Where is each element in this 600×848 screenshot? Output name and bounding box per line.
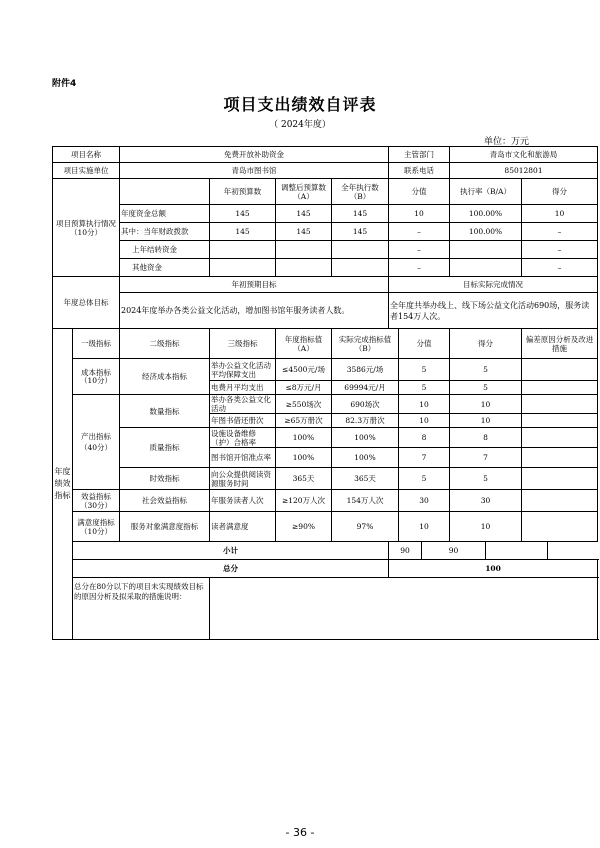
score-cell: 5 — [399, 359, 450, 381]
score-cell: 7 — [399, 448, 450, 468]
target-cell: ≤8万元/月 — [276, 381, 332, 395]
goals-planned-header: 年初预期目标 — [120, 277, 389, 293]
score-cell: 8 — [399, 428, 450, 448]
got-cell: 10 — [450, 512, 522, 542]
attachment-label: 附件4 — [52, 79, 77, 89]
budget-cell: 145 — [332, 223, 389, 241]
budget-row-label: 上年结转资金 — [120, 241, 210, 259]
h-score: 分值 — [399, 329, 450, 359]
reason-cell — [522, 448, 598, 468]
budget-cell — [276, 259, 332, 277]
subtotal-blank — [486, 542, 548, 560]
reason-cell — [522, 381, 598, 395]
actual-cell: 690场次 — [332, 395, 399, 414]
actual-cell: 365天 — [332, 468, 399, 490]
budget-cell: – — [389, 223, 450, 241]
got-cell: 30 — [450, 490, 522, 512]
sat-l2: 服务对象满意度指标 — [120, 512, 210, 542]
goals-label: 年度总体目标 — [53, 277, 120, 329]
score-cell: 30 — [399, 490, 450, 512]
budget-row-label: 其他资金 — [120, 259, 210, 277]
got-cell: 5 — [450, 359, 522, 381]
col-actual: 全年执行数（B） — [332, 179, 389, 205]
budget-cell: 145 — [210, 205, 276, 223]
unit-label: 单位：万元 — [484, 137, 530, 147]
actual-cell: 97% — [332, 512, 399, 542]
actual-cell: 3586元/场 — [332, 359, 399, 381]
l3-cell: 图书馆开馆准点率 — [210, 448, 276, 468]
l3-cell: 举办各类公益文化活动 — [210, 395, 276, 414]
l3-cell: 电费月平均支出 — [210, 381, 276, 395]
year-label: （ 2024年度） — [269, 120, 331, 130]
l3-cell: 举办公益文化活动平均保障支出 — [210, 359, 276, 381]
budget-cell: – — [522, 259, 598, 277]
target-cell: 365天 — [276, 468, 332, 490]
budget-cell: 145 — [276, 205, 332, 223]
budget-cell: 100.00% — [450, 223, 522, 241]
h-reason: 偏差原因分析及改进措施 — [522, 329, 598, 359]
score-cell: 5 — [399, 381, 450, 395]
impl-label: 项目实施单位 — [53, 163, 120, 179]
col-got: 得分 — [522, 179, 598, 205]
budget-cell — [332, 259, 389, 277]
col-initial: 年初预算数 — [210, 179, 276, 205]
goals-planned: 2024年度举办各类公益文化活动，增加图书馆年服务读者人数。 — [120, 293, 389, 329]
score-cell: 10 — [399, 512, 450, 542]
budget-cell — [210, 259, 276, 277]
qty-l2: 数量指标 — [120, 395, 210, 428]
budget-cell — [210, 241, 276, 259]
h-level2: 二级指标 — [120, 329, 210, 359]
col-rate: 执行率（B/A） — [450, 179, 522, 205]
page-title: 项目支出绩效自评表 — [223, 95, 377, 114]
h-got: 得分 — [450, 329, 522, 359]
subtotal-label: 小计 — [73, 542, 389, 560]
l3-cell: 向公众提供阅读资源服务时间 — [210, 468, 276, 490]
impl-value: 青岛市图书馆 — [120, 163, 389, 179]
budget-cell: – — [389, 259, 450, 277]
l3-cell: 读者满意度 — [210, 512, 276, 542]
actual-cell: 154万人次 — [332, 490, 399, 512]
subtotal-score: 90 — [389, 542, 422, 560]
budget-cell: – — [389, 241, 450, 259]
note-content — [210, 578, 598, 640]
score-cell: 10 — [399, 395, 450, 414]
time-l2: 时效指标 — [120, 468, 210, 490]
page-number: - 36 - — [285, 826, 315, 839]
note-label: 总分在80分以下的项目未实现绩效目标的原因分析及拟采取的措施说明： — [73, 578, 210, 640]
target-cell: 100% — [276, 428, 332, 448]
target-cell: ≥120万人次 — [276, 490, 332, 512]
project-name-value: 免费开放补助资金 — [120, 147, 389, 163]
l3-cell: 年服务读者人次 — [210, 490, 276, 512]
actual-cell: 82.3万册次 — [332, 414, 399, 428]
goals-actual: 全年度共举办线上、线下场公益文化活动690场，服务读者154万人次。 — [389, 293, 598, 329]
actual-cell: 100% — [332, 428, 399, 448]
budget-cell: – — [522, 223, 598, 241]
budget-cell: 145 — [332, 205, 389, 223]
reason-cell — [522, 512, 598, 542]
reason-cell — [522, 428, 598, 448]
target-cell: ≥90% — [276, 512, 332, 542]
budget-row-label: 其中：当年财政拨款 — [120, 223, 210, 241]
col-adjusted: 调整后预算数（A） — [276, 179, 332, 205]
budget-cell: 10 — [522, 205, 598, 223]
benefit-l2: 社会效益指标 — [120, 490, 210, 512]
output-label: 产出指标（40分） — [73, 395, 120, 490]
budget-row-label: 年度资金总额 — [120, 205, 210, 223]
reason-cell — [522, 359, 598, 381]
actual-cell: 100% — [332, 448, 399, 468]
budget-cell — [450, 259, 522, 277]
got-cell: 10 — [450, 395, 522, 414]
budget-section-label: 项目预算执行情况（10分） — [53, 179, 120, 277]
budget-cell — [276, 241, 332, 259]
l3-cell: 设施设备维修（护）合格率 — [210, 428, 276, 448]
got-cell: 5 — [450, 381, 522, 395]
got-cell: 8 — [450, 428, 522, 448]
h-level3: 三级指标 — [210, 329, 276, 359]
col-score: 分值 — [389, 179, 450, 205]
dept-value: 青岛市文化和旅游局 — [450, 147, 598, 163]
cost-label: 成本指标（10分） — [73, 359, 120, 395]
target-cell: ≥550场次 — [276, 395, 332, 414]
target-cell: ≥65万册次 — [276, 414, 332, 428]
sat-label: 满意度指标（10分） — [73, 512, 120, 542]
reason-cell — [522, 490, 598, 512]
subtotal-got: 90 — [422, 542, 486, 560]
budget-cell: 10 — [389, 205, 450, 223]
budget-cell: – — [522, 241, 598, 259]
budget-cell: 100.00% — [450, 205, 522, 223]
score-cell: 5 — [399, 468, 450, 490]
budget-cell: 145 — [210, 223, 276, 241]
target-cell: 100% — [276, 448, 332, 468]
cost-l2: 经济成本指标 — [120, 359, 210, 395]
got-cell: 10 — [450, 414, 522, 428]
evaluation-table — [52, 146, 598, 640]
reason-cell — [522, 395, 598, 414]
total-label: 总分 — [73, 560, 389, 578]
total-value: 100 — [389, 560, 598, 578]
budget-cell — [450, 241, 522, 259]
budget-cell — [332, 241, 389, 259]
budget-blank — [120, 179, 210, 205]
target-cell: ≤4500元/场 — [276, 359, 332, 381]
got-cell: 7 — [450, 448, 522, 468]
perf-section-label: 年度绩效指标 — [53, 329, 73, 640]
dept-label: 主管部门 — [389, 147, 450, 163]
got-cell: 5 — [450, 468, 522, 490]
l3-cell: 年图书借还册次 — [210, 414, 276, 428]
h-level1: 一级指标 — [73, 329, 120, 359]
qual-l2: 质量指标 — [120, 428, 210, 468]
benefit-label: 效益指标（30分） — [73, 490, 120, 512]
reason-cell — [522, 414, 598, 428]
h-target: 年度指标值（A） — [276, 329, 332, 359]
budget-cell: 145 — [276, 223, 332, 241]
goals-actual-header: 目标实际完成情况 — [389, 277, 598, 293]
phone-value: 85012801 — [450, 163, 598, 179]
score-cell: 10 — [399, 414, 450, 428]
phone-label: 联系电话 — [389, 163, 450, 179]
project-name-label: 项目名称 — [53, 147, 120, 163]
reason-cell — [522, 468, 598, 490]
h-actual: 实际完成指标值（B） — [332, 329, 399, 359]
actual-cell: 69994元/月 — [332, 381, 399, 395]
